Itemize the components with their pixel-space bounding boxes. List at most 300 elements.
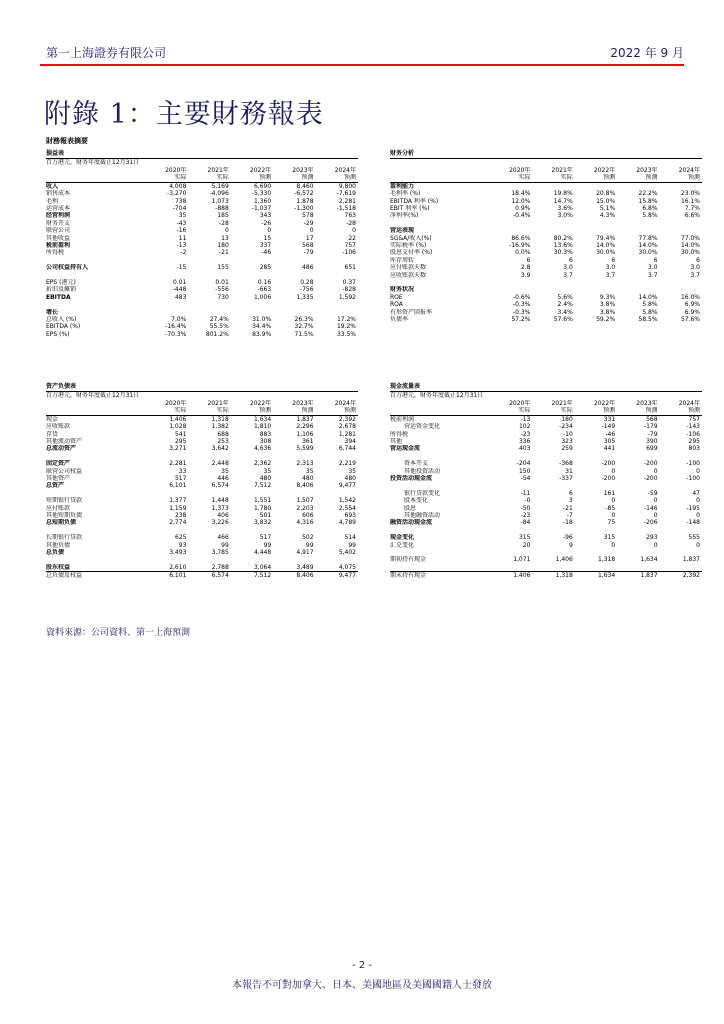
value-cell: [660, 182, 702, 190]
column-header: 2020年: [509, 400, 531, 407]
value-cell: 31: [565, 467, 573, 475]
row-label: 净利率(%): [390, 212, 419, 220]
value-cell: -756: [299, 286, 314, 294]
spacer-row: [46, 272, 358, 279]
value-cell: 0: [696, 512, 700, 520]
summary-label: 財務報表摘要: [46, 137, 88, 145]
value-cell: 0: [267, 227, 272, 235]
table-row: [390, 198, 702, 205]
value-cell: 2.8: [520, 264, 531, 272]
value-cell: 4,789: [338, 519, 356, 527]
value-cell: -21: [218, 249, 229, 257]
table-row: [390, 294, 702, 301]
table-row: [390, 490, 702, 497]
value-cell: 4,917: [296, 549, 314, 557]
value-cell: [532, 286, 574, 293]
row-label: 资本开支: [404, 460, 429, 468]
value-cell: 6,101: [169, 482, 187, 490]
value-cell: 578: [302, 212, 314, 220]
value-cell: 483: [174, 293, 187, 301]
value-cell: 1,106: [296, 430, 314, 438]
table-row: [46, 468, 358, 475]
value-cell: 1,406: [555, 556, 573, 564]
column-header: 实际: [188, 174, 230, 182]
column-header: 预测: [273, 407, 315, 415]
value-cell: -5,330: [251, 190, 272, 198]
value-cell: 699: [646, 445, 658, 453]
value-cell: 6.9%: [684, 308, 700, 316]
spacer-row: [390, 564, 702, 572]
value-cell: 4.3%: [599, 212, 616, 220]
value-cell: 18.4%: [511, 190, 531, 198]
value-cell: 6.6%: [684, 212, 700, 220]
value-cell: 883: [259, 430, 272, 438]
value-cell: 4,075: [338, 563, 356, 571]
table-row: [46, 460, 358, 467]
table-row: [390, 286, 702, 293]
value-cell: 1,360: [253, 197, 272, 205]
table-row: [46, 190, 358, 197]
page-header: [46, 44, 684, 62]
table-row: [46, 249, 358, 256]
table-row: [390, 301, 702, 308]
table-row: [46, 323, 358, 330]
value-cell: [316, 309, 358, 316]
value-cell: 446: [217, 475, 229, 483]
column-header: 2022年: [593, 400, 616, 407]
value-cell: 2,219: [338, 460, 356, 468]
disclaimer: 本報告不可對加拿大、日本、美國地區及美國國籍人士發放: [232, 980, 492, 991]
table-row: [46, 309, 358, 316]
financial-analysis-panel: [390, 150, 702, 324]
value-cell: 1,318: [597, 556, 616, 564]
value-cell: 238: [174, 512, 187, 520]
value-cell: 738: [174, 197, 187, 205]
value-cell: 6,101: [146, 572, 188, 580]
value-cell: -28: [346, 219, 356, 227]
year-header-row: [390, 400, 702, 407]
value-cell: -106: [686, 430, 700, 438]
table-row: [46, 445, 358, 452]
table-row: [46, 497, 358, 504]
value-cell: -828: [342, 286, 356, 294]
value-cell: 180: [561, 415, 573, 423]
column-header: 2022年: [249, 167, 272, 174]
row-label: 库存周转: [390, 256, 415, 264]
value-cell: 1,073: [211, 197, 229, 205]
value-cell: -23: [520, 512, 531, 520]
value-cell: 517: [174, 475, 187, 483]
value-cell: 0: [611, 541, 616, 549]
value-cell: 30.3%: [553, 249, 573, 257]
value-cell: 13: [221, 234, 229, 242]
value-cell: 2,610: [169, 563, 187, 571]
value-cell: -149: [601, 423, 616, 431]
row-label: EPS (%): [46, 330, 70, 338]
value-cell: -18: [562, 519, 573, 527]
value-cell: [490, 286, 532, 293]
row-label: 其他资产: [46, 475, 71, 483]
column-header: 2023年: [292, 167, 314, 174]
row-label: 其他投资活动: [404, 467, 441, 475]
value-cell: 688: [217, 430, 229, 438]
row-label: 应付账款天数: [390, 264, 427, 272]
value-cell: 0.37: [342, 279, 356, 287]
value-cell: 6,574: [188, 572, 230, 580]
row-label: 存货: [46, 430, 59, 438]
column-header: 预测: [316, 407, 358, 415]
source-note: 資料來源：公司資料、第一上海預測: [46, 628, 191, 638]
value-cell: 5.8%: [642, 212, 658, 220]
header-spacer: [46, 407, 146, 415]
column-header: 预测: [660, 407, 702, 415]
value-cell: 406: [217, 512, 229, 520]
value-cell: 77.0%: [680, 234, 700, 242]
row-label: 联营公司: [46, 227, 71, 235]
value-cell: -26: [261, 219, 272, 227]
table-row: [390, 534, 702, 541]
panel-unit-note: 百万港元，财务年度截止12月31日: [46, 159, 140, 166]
spacer-cell: [390, 527, 702, 534]
value-cell: 2,203: [296, 504, 314, 512]
value-cell: -59: [647, 489, 658, 497]
row-label: 总短期负债: [46, 519, 77, 527]
report-date: 2022 年 9 月: [610, 46, 684, 60]
table-row: [390, 519, 702, 526]
value-cell: 1,318: [532, 572, 574, 580]
spacer-row: [390, 279, 702, 286]
value-cell: 9.3%: [599, 293, 616, 301]
value-cell: -46: [261, 249, 272, 257]
value-cell: 0: [309, 227, 314, 235]
table-row: [46, 542, 358, 549]
column-header: 2021年: [551, 400, 573, 407]
value-cell: 7,512: [253, 482, 272, 490]
table-row: [46, 423, 358, 430]
table-row: [390, 235, 702, 242]
value-cell: 0: [611, 467, 616, 475]
value-cell: -15: [176, 264, 187, 272]
spacer-row: [390, 220, 702, 227]
row-label: ROE: [390, 293, 403, 301]
value-cell: [660, 286, 702, 293]
value-cell: 2,392: [660, 572, 702, 580]
value-cell: 1,634: [253, 415, 272, 423]
value-cell: 2,554: [338, 504, 356, 512]
value-cell: 83.9%: [252, 330, 272, 338]
value-cell: 35: [305, 467, 314, 475]
value-cell: 6,744: [338, 445, 356, 453]
value-cell: [146, 309, 188, 316]
column-header: 2021年: [207, 400, 229, 407]
column-header: 2022年: [593, 167, 616, 174]
row-label: 运营成本: [46, 205, 71, 213]
column-header: 预测: [231, 407, 273, 415]
table-row: [46, 279, 358, 286]
value-cell: 150: [518, 467, 531, 475]
row-label: 应收账款: [46, 423, 71, 431]
value-cell: 1,542: [338, 497, 356, 505]
table-row: [390, 212, 702, 219]
row-label: 投资活动现金流: [390, 475, 433, 483]
value-cell: -1,037: [251, 205, 272, 213]
value-cell: [188, 309, 230, 316]
value-cell: 31.0%: [252, 316, 272, 324]
value-cell: 486: [302, 264, 314, 272]
value-cell: 3,832: [253, 519, 272, 527]
value-cell: 315: [518, 534, 531, 542]
row-label: 总资产: [46, 482, 65, 490]
spacer-row: [390, 549, 702, 556]
value-cell: 763: [344, 212, 356, 220]
column-header: 实际: [532, 407, 574, 415]
value-cell: 57.2%: [511, 316, 531, 324]
value-cell: 3,642: [211, 445, 229, 453]
value-cell: 6.9%: [684, 301, 700, 309]
value-cell: 0: [352, 227, 356, 235]
value-cell: 12.0%: [511, 197, 531, 205]
value-cell: 34.4%: [252, 323, 272, 331]
value-cell: 466: [217, 534, 229, 542]
row-label: 银行贷款变化: [404, 489, 441, 497]
value-cell: 1,634: [575, 572, 617, 580]
value-cell: 3.7: [605, 271, 616, 279]
value-cell: 0: [653, 512, 658, 520]
panel-unit-note: 百万港元，财务年度截止12月31日: [46, 392, 140, 399]
value-cell: 6: [696, 256, 700, 264]
table-row: [46, 331, 358, 338]
value-cell: -200: [601, 475, 616, 483]
financial-table: [46, 400, 358, 580]
row-label: 营运现金流: [390, 445, 421, 453]
value-cell: 315: [603, 534, 616, 542]
value-cell: 361: [302, 438, 314, 446]
table-row: [390, 505, 702, 512]
table-row: [390, 309, 702, 316]
row-label: 财务状况: [390, 286, 415, 294]
value-cell: 1,837: [682, 556, 700, 564]
value-cell: 6: [653, 256, 658, 264]
value-cell: 7.0%: [171, 316, 187, 324]
value-cell: 3.0: [563, 264, 573, 272]
value-cell: 15: [263, 234, 272, 242]
table-row: [46, 534, 358, 541]
value-cell: -3,270: [167, 190, 187, 198]
row-label: 期末持有现金: [390, 572, 490, 580]
value-cell: 77.8%: [638, 234, 658, 242]
row-label: 总流动资产: [46, 445, 77, 453]
value-cell: 5,599: [296, 445, 314, 453]
page-number: - 2 -: [352, 960, 372, 971]
table-row: [390, 423, 702, 430]
value-cell: -337: [559, 475, 573, 483]
value-cell: 1,335: [296, 293, 314, 301]
row-label: 所得税: [390, 430, 409, 438]
row-label: 其他融资活动: [404, 512, 441, 520]
value-cell: -7: [566, 512, 573, 520]
row-label: 其他流动资产: [46, 438, 83, 446]
value-cell: -100: [686, 460, 700, 468]
value-cell: 22.2%: [638, 190, 658, 198]
row-label: 短期银行贷款: [46, 497, 83, 505]
value-cell: 1,373: [211, 504, 229, 512]
spacer-cell: [46, 490, 358, 497]
value-cell: 1,878: [296, 197, 314, 205]
value-cell: -46: [605, 430, 616, 438]
table-row: [46, 264, 358, 271]
value-cell: -200: [601, 460, 616, 468]
table-row: [390, 512, 702, 519]
value-cell: 3,226: [211, 519, 229, 527]
value-cell: 155: [217, 264, 229, 272]
row-label: EBITDA: [46, 293, 71, 301]
value-cell: 35: [221, 467, 229, 475]
spacer-cell: [46, 556, 358, 563]
table-row: [46, 572, 358, 580]
value-cell: 2,448: [211, 460, 229, 468]
value-cell: 1,507: [296, 497, 314, 505]
spacer-cell: [390, 482, 702, 489]
value-cell: 5.8%: [642, 301, 658, 309]
value-cell: 17.2%: [336, 316, 356, 324]
value-cell: 22: [348, 234, 356, 242]
value-cell: 3.0%: [557, 212, 573, 220]
row-label: 总收入 (%): [46, 316, 77, 324]
row-label: 公司权益持有人: [46, 264, 89, 272]
table-row: [46, 235, 358, 242]
spacer-row: [46, 257, 358, 264]
type-header-row: [46, 407, 358, 415]
value-cell: 11: [178, 234, 187, 242]
spacer-row: [46, 490, 358, 497]
value-cell: -148: [686, 519, 700, 527]
column-header: 2024年: [678, 400, 700, 407]
year-header-row: [46, 400, 358, 407]
value-cell: 293: [646, 534, 658, 542]
cash-flow-panel: [390, 383, 702, 580]
value-cell: [231, 309, 273, 316]
header-spacer: [390, 174, 490, 182]
value-cell: 17: [305, 234, 314, 242]
value-cell: 99: [305, 541, 314, 549]
value-cell: 14.7%: [553, 197, 573, 205]
column-header: 实际: [490, 174, 532, 182]
value-cell: -448: [172, 286, 187, 294]
value-cell: 757: [344, 242, 356, 250]
value-cell: 331: [603, 415, 616, 423]
header-divider: [40, 64, 684, 66]
table-row: [46, 294, 358, 301]
value-cell: 517: [259, 534, 272, 542]
value-cell: -663: [257, 286, 272, 294]
value-cell: 5.1%: [599, 205, 616, 213]
row-label: 毛利: [46, 197, 59, 205]
value-cell: 7,512: [231, 572, 273, 580]
table-row: [390, 572, 702, 580]
row-label: 融资活动现金流: [390, 519, 433, 527]
value-cell: 6: [568, 256, 573, 264]
value-cell: 30.0%: [638, 249, 658, 257]
value-cell: 102: [518, 423, 531, 431]
value-cell: 1,810: [253, 423, 272, 431]
column-header: 预测: [273, 174, 315, 182]
spacer-cell: [46, 257, 358, 264]
table-row: [390, 438, 702, 445]
table-row: [46, 431, 358, 438]
table-row: [46, 242, 358, 249]
value-cell: 480: [344, 475, 356, 483]
value-cell: 55.5%: [209, 323, 229, 331]
value-cell: 259: [561, 445, 573, 453]
row-label: 实际税率 (%): [390, 242, 427, 250]
row-label: 股息支付率 (%): [390, 249, 433, 257]
spacer-row: [46, 556, 358, 563]
value-cell: 308: [259, 438, 272, 446]
value-cell: 2,296: [296, 423, 314, 431]
header-spacer: [46, 174, 146, 182]
column-header: 2020年: [509, 167, 531, 174]
value-cell: -79: [647, 430, 658, 438]
row-label: 毛利率 (%): [390, 190, 421, 198]
header-spacer: [390, 400, 490, 407]
value-cell: 15.8%: [638, 197, 658, 205]
value-cell: 5,402: [338, 549, 356, 557]
value-cell: -556: [215, 286, 229, 294]
value-cell: [490, 182, 532, 190]
value-cell: -4,096: [209, 190, 229, 198]
row-label: 负债率: [390, 316, 409, 324]
year-header-row: [46, 167, 358, 174]
spacer-row: [46, 527, 358, 534]
value-cell: 253: [217, 438, 229, 446]
type-header-row: [390, 174, 702, 182]
value-cell: -0.6%: [512, 293, 531, 301]
financial-table: [390, 400, 702, 580]
value-cell: 99: [221, 541, 229, 549]
value-cell: 3,785: [211, 549, 229, 557]
table-row: [46, 182, 358, 190]
value-cell: 20.8%: [596, 190, 616, 198]
value-cell: 185: [217, 212, 229, 220]
value-cell: 1,837: [296, 415, 314, 423]
value-cell: 801.2%: [205, 330, 229, 338]
value-cell: 514: [344, 534, 356, 542]
row-label: 应收账款天数: [390, 271, 427, 279]
value-cell: 16.1%: [680, 197, 700, 205]
header-spacer: [46, 167, 146, 174]
value-cell: 1,159: [169, 504, 187, 512]
value-cell: 480: [302, 475, 314, 483]
value-cell: -200: [643, 460, 658, 468]
value-cell: [617, 182, 659, 190]
row-label: 现金: [46, 415, 59, 423]
value-cell: 1,634: [640, 556, 658, 564]
value-cell: 3.0: [648, 264, 658, 272]
value-cell: 1,448: [211, 497, 229, 505]
value-cell: -368: [559, 460, 573, 468]
column-header: 实际: [188, 407, 230, 415]
column-header: 2020年: [165, 167, 187, 174]
value-cell: 480: [259, 475, 272, 483]
table-row: [46, 205, 358, 212]
value-cell: 14.0%: [680, 242, 700, 250]
value-cell: 93: [178, 541, 187, 549]
value-cell: -234: [559, 423, 573, 431]
value-cell: 2.4%: [557, 301, 573, 309]
value-cell: 47: [692, 489, 700, 497]
value-cell: [575, 227, 617, 234]
value-cell: 0.9%: [515, 205, 531, 213]
